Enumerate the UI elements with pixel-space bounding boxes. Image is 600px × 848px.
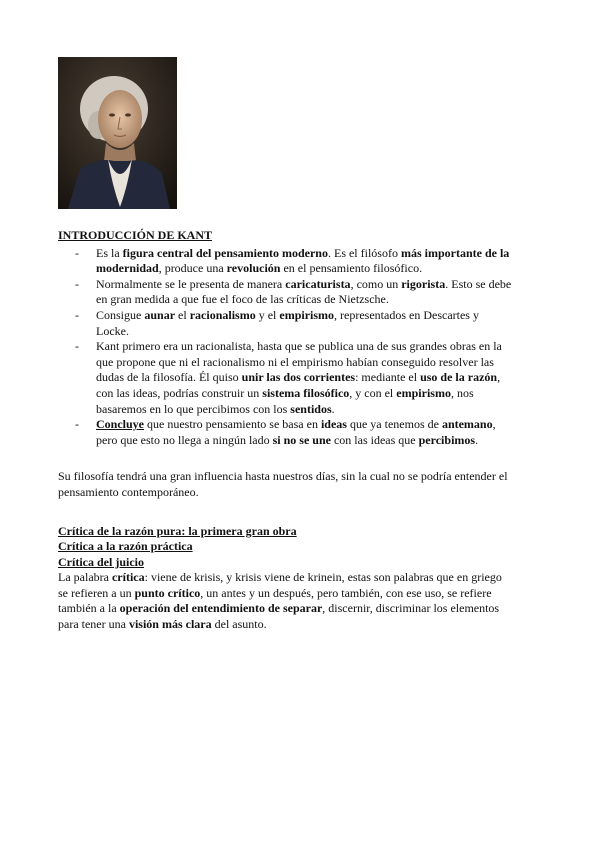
bullet-text-run: , y con el — [349, 385, 397, 400]
critica-text-run: operación del entendimiento de separar — [119, 601, 323, 616]
bullet-dash: - — [75, 245, 79, 260]
bullet-dash: - — [75, 339, 79, 354]
bullet-text-run: : mediante el — [355, 370, 421, 385]
bullet-text-run: empirismo — [396, 385, 451, 400]
bullet-text-run: uso de la razón — [420, 370, 498, 385]
bullet-text-run: Concluye — [96, 417, 144, 432]
bullet-text-run: , como un — [350, 276, 402, 291]
bullet-text-run: percibimos — [418, 432, 476, 447]
bullet-item — [58, 277, 514, 308]
works-list — [58, 524, 514, 571]
critica-paragraph — [58, 570, 514, 632]
section-heading: INTRODUCCIÓN DE KANT — [58, 228, 213, 242]
bullet-text-run: ideas — [320, 417, 347, 432]
work-title-pura: Crítica de la razón pura: la primera gran obra — [58, 523, 297, 538]
bullet-item — [58, 308, 514, 339]
kant-portrait-image — [58, 57, 177, 209]
bullet-text-run: empirismo — [279, 307, 335, 322]
bullet-dash: - — [75, 276, 79, 291]
bullet-item — [58, 417, 514, 448]
bullet-text-run: , pero que esto no llega a ningún lado — [96, 417, 496, 447]
critica-text-run: visión más clara — [128, 617, 212, 632]
critica-text-run: : viene de krisis, y krisis viene de krinein, estas son palabras que en griego se refieren a un — [58, 570, 502, 600]
bullet-text-run: , representados en Descartes y Locke. — [96, 307, 479, 338]
bullet-text-run: el — [175, 307, 190, 322]
critica-text-run: crítica — [111, 570, 145, 585]
bullet-text-run: más importante de la modernidad — [96, 245, 510, 276]
bullet-text-run: . Esto se debe en gran medida a que fue el foco de las críticas de Nietzsche. — [96, 276, 512, 307]
bullet-text-run: , produce una — [158, 261, 227, 276]
bullet-text-run: si no se une — [272, 432, 331, 447]
bullet-text-run: unir las dos corrientes — [241, 370, 356, 385]
bullet-text-run: que nuestro pensamiento se basa en — [144, 417, 321, 432]
bullet-text-run: . — [331, 401, 335, 416]
bullet-text-run: revolución — [226, 261, 281, 276]
critica-text-run: del asunto. — [211, 617, 267, 632]
critica-text-run: La palabra — [58, 570, 112, 585]
bullet-text-run: racionalismo — [189, 307, 256, 322]
bullet-text-run: Normalmente se le presenta de manera — [96, 276, 286, 291]
critica-text-run: , discernir, discriminar los elementos para tener una — [58, 601, 500, 632]
critica-text-run: , un antes y un después, pero también, con ese uso, se refiere también a la — [58, 585, 492, 616]
critica-text-run: punto crítico — [134, 585, 201, 600]
bullet-text-run: . Es el filósofo — [327, 245, 401, 260]
bullet-dash: - — [75, 307, 79, 322]
bullet-text-run: Es la — [96, 245, 123, 260]
work-title-juicio: Crítica del juicio — [58, 554, 144, 569]
bullet-item — [58, 246, 514, 277]
bullet-text-run: con las ideas que — [330, 432, 419, 447]
bullet-text-run: figura central del pensamiento moderno — [122, 245, 328, 260]
bullet-text-run: , con las ideas, podrías construir un — [96, 370, 501, 400]
bullet-text-run: , nos basaremos en lo que percibimos con los — [96, 385, 474, 416]
bullet-text-run: en el pensamiento filosófico. — [280, 261, 423, 276]
document-content — [58, 228, 514, 633]
influence-paragraph: Su filosofía tendrá una gran influencia hasta nuestros días, sin la cual no se podría entender el pensamiento contemporáneo. — [58, 469, 508, 499]
bullet-list — [58, 246, 514, 449]
work-title-practica: Crítica a la razón práctica — [58, 539, 193, 554]
kant-portrait-icon — [58, 57, 177, 209]
bullet-text-run: y el — [255, 307, 280, 322]
bullet-text-run: caricaturista — [285, 276, 351, 291]
bullet-dash: - — [75, 417, 79, 432]
bullet-text-run: sistema filosófico — [262, 385, 350, 400]
bullet-text-run: Consigue — [96, 307, 145, 322]
bullet-text-run: Kant primero era un racionalista, hasta que se publica una de sus grandes obras en la que propone que ni el racionalismo ni el empirismo habían conseguido resolver las dudas de la filosofía. Él quiso — [96, 339, 502, 385]
bullet-item — [58, 339, 514, 417]
bullet-text-run: rigorista — [401, 276, 446, 291]
bullet-text-run: . — [475, 432, 479, 447]
bullet-text-run: antemano — [441, 417, 493, 432]
bullet-text-run: sentidos — [290, 401, 332, 416]
bullet-text-run: aunar — [144, 307, 176, 322]
bullet-text-run: que ya tenemos de — [346, 417, 442, 432]
